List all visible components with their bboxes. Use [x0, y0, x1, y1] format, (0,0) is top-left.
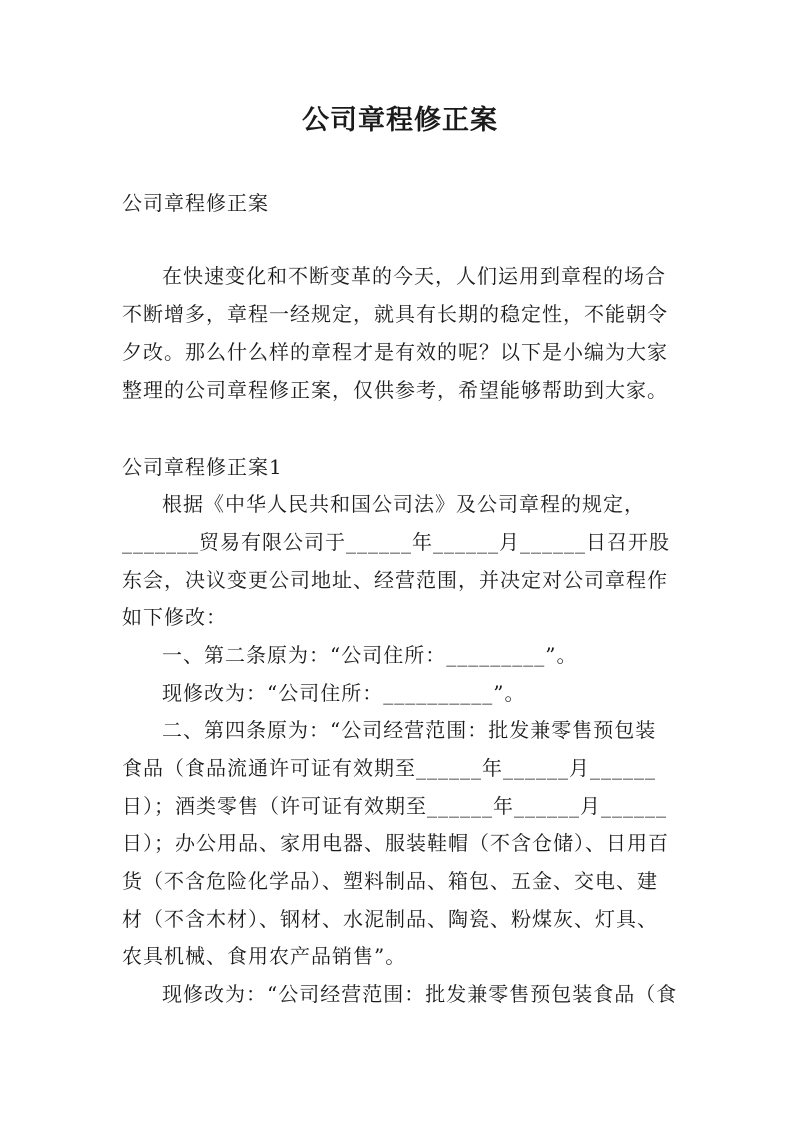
intro-line: 整理的公司章程修正案，仅供参考，希望能够帮助到大家。 [122, 378, 668, 402]
intro-line: 夕改。那么什么样的章程才是有效的呢？以下是小编为大家 [122, 340, 668, 364]
body-line: 二、第四条原为：“公司经营范围：批发兼零售预包装 [162, 718, 657, 742]
body-line: 现修改为：“公司住所：__________”。 [162, 681, 526, 705]
document-subtitle: 公司章程修正案 [122, 191, 269, 215]
page-title: 公司章程修正案 [302, 105, 498, 136]
body-line: 农具机械、食用农产品销售”。 [122, 944, 407, 968]
body-line: 一、第二条原为：“公司住所：_________”。 [162, 643, 578, 667]
body-line: _______贸易有限公司于______年______月______日召开股 [122, 530, 670, 554]
intro-line: 在快速变化和不断变革的今天，人们运用到章程的场合 [162, 264, 666, 288]
body-line: 日）；办公用品、家用电器、服装鞋帽（不含仓储）、日用百 [122, 831, 669, 855]
section-heading: 公司章程修正案1 [122, 455, 283, 479]
body-line: 东会，决议变更公司地址、经营范围，并决定对公司章程作 [122, 568, 668, 592]
body-line: 材（不含木材）、钢材、水泥制品、陶瓷、粉煤灰、灯具、 [122, 907, 658, 931]
body-line: 根据《中华人民共和国公司法》及公司章程的规定， [162, 492, 645, 516]
body-line: 货（不含危险化学品）、塑料制品、箱包、五金、交电、建 [122, 869, 658, 893]
intro-line: 不断增多，章程一经规定，就具有长期的稳定性，不能朝令 [122, 302, 668, 326]
body-line: 现修改为：“公司经营范围：批发兼零售预包装食品（食 [162, 982, 678, 1006]
body-line: 日）；酒类零售（许可证有效期至______年______月______ [122, 794, 667, 818]
body-line: 食品（食品流通许可证有效期至______年______月______ [122, 756, 656, 780]
body-line: 如下修改： [122, 605, 227, 629]
